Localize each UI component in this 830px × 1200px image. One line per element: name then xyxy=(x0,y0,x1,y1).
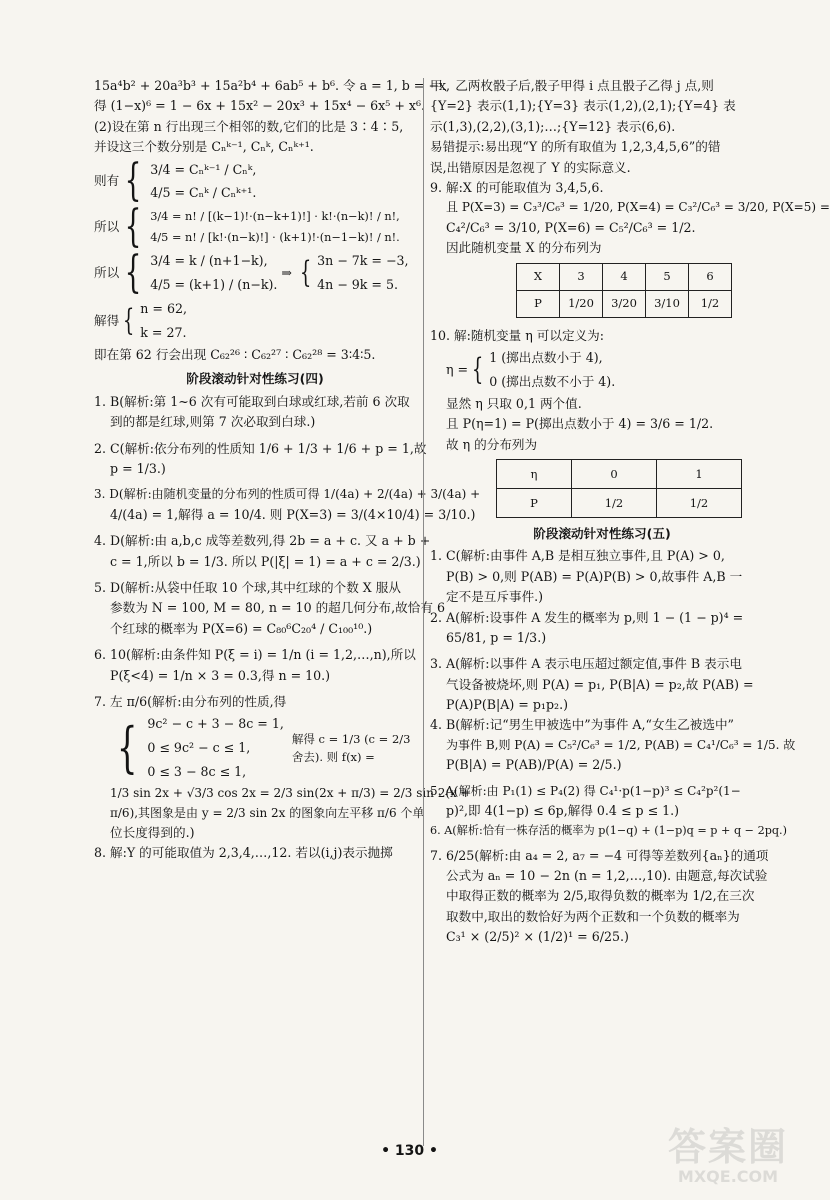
answer-line: 2. C(解析:依分布列的性质知 1/6 + 1/3 + 1/6 + p = 1,故 xyxy=(94,440,427,456)
text-line: {Y=2} 表示(1,1);{Y=3} 表示(1,2),(2,1);{Y=4} 表 xyxy=(430,98,736,114)
answer-line: C₃¹ × (2/5)² × (1/2)¹ = 6/25.) xyxy=(446,929,629,945)
answer-line: 到的都是红球,则第 7 次必取到白球.) xyxy=(110,414,316,430)
text-line: 即在第 62 行会出现 C₆₂²⁶ ∶ C₆₂²⁷ ∶ C₆₂²⁸ = 3∶4∶5. xyxy=(94,347,376,363)
answer-line: 5. A(解析:由 P₁(1) ≤ P₄(2) 得 C₄¹·p(1−p)³ ≤ C₄²p²(1− xyxy=(430,783,741,798)
arrow-icon: ⇒ xyxy=(281,265,292,281)
answer-line: P(B) > 0,则 P(AB) = P(A)P(B) > 0,故事件 A,B 一 xyxy=(446,568,743,584)
distribution-table-eta xyxy=(496,459,742,518)
watermark-logo xyxy=(653,1126,803,1190)
answer-line: 2. A(解析:设事件 A 发生的概率为 p,则 1 − (1 − p)⁴ = xyxy=(430,609,744,625)
label-jiede: 解得 xyxy=(94,312,120,328)
answer-line: 65/81, p = 1/3.) xyxy=(446,629,547,645)
label-suoyi: 所以 xyxy=(94,265,120,281)
answer-line: p = 1/3.) xyxy=(110,461,166,477)
table-cell: 1/2 xyxy=(572,488,657,517)
table-cell: 0 xyxy=(572,459,657,488)
answer-line: 1. C(解析:由事件 A,B 是相互独立事件,且 P(A) > 0, xyxy=(430,548,725,564)
table-cell: η xyxy=(497,459,572,488)
table-cell: 6 xyxy=(689,263,732,290)
tip-line: 误,出错原因是忽视了 Y 的实际意义. xyxy=(430,159,631,175)
answer-line: 中取得正数的概率为 2/5,取得负数的概率为 1/2,在三次 xyxy=(446,888,755,904)
column-divider xyxy=(423,78,424,1146)
table-cell: 4 xyxy=(603,263,646,290)
system-eta xyxy=(430,346,774,394)
answer-line: 1/3 sin 2x + √3/3 cos 2x = 2/3 sin(2x + π/3) = 2/3 sin 2(x + xyxy=(110,786,471,801)
equation: 4n − 9k = 5. xyxy=(317,277,398,293)
answer-line: 且 P(η=1) = P(掷出点数小于 4) = 3/6 = 1/2. xyxy=(446,416,714,432)
answer-line: 取数中,取出的数恰好为两个正数和一个负数的概率为 xyxy=(446,908,740,924)
answer-line: 4. D(解析:由 a,b,c 成等差数列,得 2b = a + c. 又 a + b + xyxy=(94,533,431,549)
table-cell: P xyxy=(497,488,572,517)
watermark-text: 答案圈 xyxy=(667,1125,788,1169)
equation: 3n − 7k = −3, xyxy=(317,253,409,269)
equation: n = 62, xyxy=(140,301,187,317)
equation-stack xyxy=(147,712,284,784)
text-line: (2)设在第 n 行出现三个相邻的数,它们的比是 3∶4∶5, xyxy=(94,118,404,134)
brace-icon: { xyxy=(123,303,135,339)
equation: 0 (掷出点数不小于 4). xyxy=(489,373,616,389)
watermark-url: MXQE.COM xyxy=(677,1167,779,1186)
table-cell: X xyxy=(517,263,560,290)
answer-line: 因此随机变量 X 的分布列为 xyxy=(446,240,602,256)
answer-line: P(ξ<4) = 1/n × 3 = 0.3,得 n = 10.) xyxy=(110,667,331,683)
answer-line: 个红球的概率为 P(X=6) = C₈₀⁶C₂₀⁴ / C₁₀₀¹⁰.) xyxy=(110,620,373,636)
system-zeyou xyxy=(94,155,416,207)
section-heading: 阶段滚动针对性练习(四) xyxy=(186,371,324,387)
answer-line: 定不是互斥事件.) xyxy=(446,589,544,605)
table-row xyxy=(517,290,732,317)
brace-icon: { xyxy=(116,716,138,780)
right-column xyxy=(430,76,830,1156)
equation-stack xyxy=(150,158,256,206)
equation: 9c² − c + 3 − 8c = 1, xyxy=(147,716,284,732)
equation-stack xyxy=(150,206,400,249)
answer-line: 参数为 N = 100, M = 80, n = 10 的超几何分布,故恰有 6 xyxy=(110,600,445,616)
answer-line: P(A)P(B|A) = p₁p₂.) xyxy=(446,697,568,713)
answer-line: P(B|A) = P(AB)/P(A) = 2/5.) xyxy=(446,757,622,773)
table-cell: P xyxy=(517,290,560,317)
system-jiede xyxy=(94,297,416,345)
equation: 3/4 = k / (n+1−k), xyxy=(150,253,268,269)
text-line: 得 (1−x)⁶ = 1 − 6x + 15x² − 20x³ + 15x⁴ − 6x⁵ + x⁶. xyxy=(94,98,426,114)
equation: 4/5 = Cₙᵏ / Cₙᵏ⁺¹. xyxy=(150,185,257,201)
answer-line: 为事件 B,则 P(A) = C₅²/C₆³ = 1/2, P(AB) = C₄¹/C₆³ = 1/5. 故 xyxy=(446,737,796,752)
distribution-table-x xyxy=(516,263,732,318)
answer-line: 位长度得到的.) xyxy=(110,825,195,841)
tip-line: 易错提示:易出现“Y 的所有取值为 1,2,3,4,5,6”的错 xyxy=(430,139,721,155)
answer-line: 1. B(解析:第 1~6 次有可能取到白球或红球,若前 6 次取 xyxy=(94,393,410,409)
table-cell: 3/20 xyxy=(603,290,646,317)
answer-line: 9. 解:X 的可能取值为 3,4,5,6. xyxy=(430,179,604,195)
system-suoyi-1 xyxy=(94,201,416,253)
equation-stack xyxy=(489,346,615,394)
table-cell: 5 xyxy=(646,263,689,290)
table-wrap xyxy=(430,263,774,318)
answer-line: 显然 η 只取 0,1 两个值. xyxy=(446,395,582,411)
answer-line: 公式为 aₙ = 10 − 2n (n = 1,2,…,10). 由题意,每次试验 xyxy=(446,868,768,884)
table-wrap xyxy=(430,459,774,518)
answer-line: 7. 6/25(解析:由 a₄ = 2, a₇ = −4 可得等差数列{aₙ}的通项 xyxy=(430,847,769,863)
system-q7 xyxy=(94,712,416,784)
answer-line: 4. B(解析:记“男生甲被选中”为事件 A,“女生乙被选中” xyxy=(430,717,734,733)
answer-line: 6. A(解析:恰有一株存活的概率为 p(1−q) + (1−p)q = p + q − 2pq.) xyxy=(430,823,787,837)
table-row xyxy=(517,263,732,290)
equation: k = 27. xyxy=(140,325,187,341)
table-row xyxy=(497,459,742,488)
text-line: 15a⁴b² + 20a³b³ + 15a²b⁴ + 6ab⁵ + b⁶. 令 a = 1, b = −x, xyxy=(94,78,451,93)
answer-line: 4/(4a) = 1,解得 a = 10/4. 则 P(X=3) = 3/(4×10/4) = 3/10.) xyxy=(110,506,476,522)
answer-line: 7. 左 π/6(解析:由分布列的性质,得 xyxy=(94,694,287,709)
table-cell: 3/10 xyxy=(646,290,689,317)
answer-line: 5. D(解析:从袋中任取 10 个球,其中红球的个数 X 服从 xyxy=(94,580,401,596)
equation-result: 解得 c = 1/3 (c = 2/3 舍去). 则 f(x) = xyxy=(291,731,411,765)
equation-stack xyxy=(140,297,187,345)
page-number: • 130 • xyxy=(381,1143,438,1159)
table-cell: 1 xyxy=(657,459,742,488)
table-cell: 1/20 xyxy=(560,290,603,317)
table-cell: 1/2 xyxy=(689,290,732,317)
label-suoyi: 所以 xyxy=(94,219,120,235)
table-cell: 1/2 xyxy=(657,488,742,517)
brace-icon: { xyxy=(299,255,312,291)
text-line: 并设这三个数分别是 Cₙᵏ⁻¹, Cₙᵏ, Cₙᵏ⁺¹. xyxy=(94,139,314,155)
equation: 4/5 = n! / [k!·(n−k)!] · (k+1)!·(n−1−k)! / n!. xyxy=(150,231,400,245)
answer-line: 且 P(X=3) = C₃³/C₆³ = 1/20, P(X=4) = C₃²/C₆³ = 3/20, P(X=5) = xyxy=(446,200,830,215)
equation: 4/5 = (k+1) / (n−k). xyxy=(150,277,278,293)
answer-line: c = 1,所以 b = 1/3. 所以 P(|ξ| = 1) = a + c = 2/3.) xyxy=(110,553,421,569)
equation-stack xyxy=(150,249,277,297)
equation: 1 (掷出点数小于 4), xyxy=(489,349,603,365)
answer-line: π/6),其图象是由 y = 2/3 sin 2x 的图象向左平移 π/6 个单 xyxy=(110,805,425,820)
section-heading: 阶段滚动针对性练习(五) xyxy=(533,525,671,541)
brace-icon: { xyxy=(471,351,484,387)
answer-line: 6. 10(解析:由条件知 P(ξ = i) = 1/n (i = 1,2,…,n),所以 xyxy=(94,647,416,663)
equation: 3/4 = Cₙᵏ⁻¹ / Cₙᵏ, xyxy=(150,161,257,177)
equation: 0 ≤ 9c² − c ≤ 1, xyxy=(147,740,251,756)
answer-line: p)²,即 4(1−p) ≤ 6p,解得 0.4 ≤ p ≤ 1.) xyxy=(446,803,680,819)
table-row xyxy=(497,488,742,517)
answer-line: 3. D(解析:由随机变量的分布列的性质可得 1/(4a) + 2/(4a) + 3/(4a) + xyxy=(94,487,481,502)
label-zeyou: 则有 xyxy=(94,173,120,189)
text-line: 示(1,3),(2,2),(3,1);…;{Y=12} 表示(6,6). xyxy=(430,118,676,134)
system-suoyi-2 xyxy=(94,249,416,297)
brace-icon: { xyxy=(124,201,142,253)
eta-label: η = xyxy=(446,361,469,377)
answer-line: C₄²/C₆³ = 3/10, P(X=6) = C₅²/C₆³ = 1/2. xyxy=(446,219,696,235)
answer-line: 气设备被烧坏,则 P(A) = p₁, P(B|A) = p₂,故 P(AB) = xyxy=(446,676,754,692)
brace-icon: { xyxy=(124,247,142,299)
table-cell: 3 xyxy=(560,263,603,290)
answer-line: 8. 解:Y 的可能取值为 2,3,4,…,12. 若以(i,j)表示抛掷 xyxy=(94,845,393,861)
brace-icon: { xyxy=(124,155,142,207)
answer-line: 3. A(解析:以事件 A 表示电压超过额定值,事件 B 表示电 xyxy=(430,656,742,672)
text-line: 甲、乙两枚骰子后,骰子甲得 i 点且骰子乙得 j 点,则 xyxy=(430,78,714,93)
equation-stack xyxy=(317,249,408,297)
answer-line: 故 η 的分布列为 xyxy=(446,436,538,452)
answer-line: 10. 解:随机变量 η 可以定义为: xyxy=(430,327,605,343)
equation: 3/4 = n! / [(k−1)!·(n−k+1)!] · k!·(n−k)! / n!, xyxy=(150,209,400,223)
equation: 0 ≤ 3 − 8c ≤ 1, xyxy=(147,764,247,780)
